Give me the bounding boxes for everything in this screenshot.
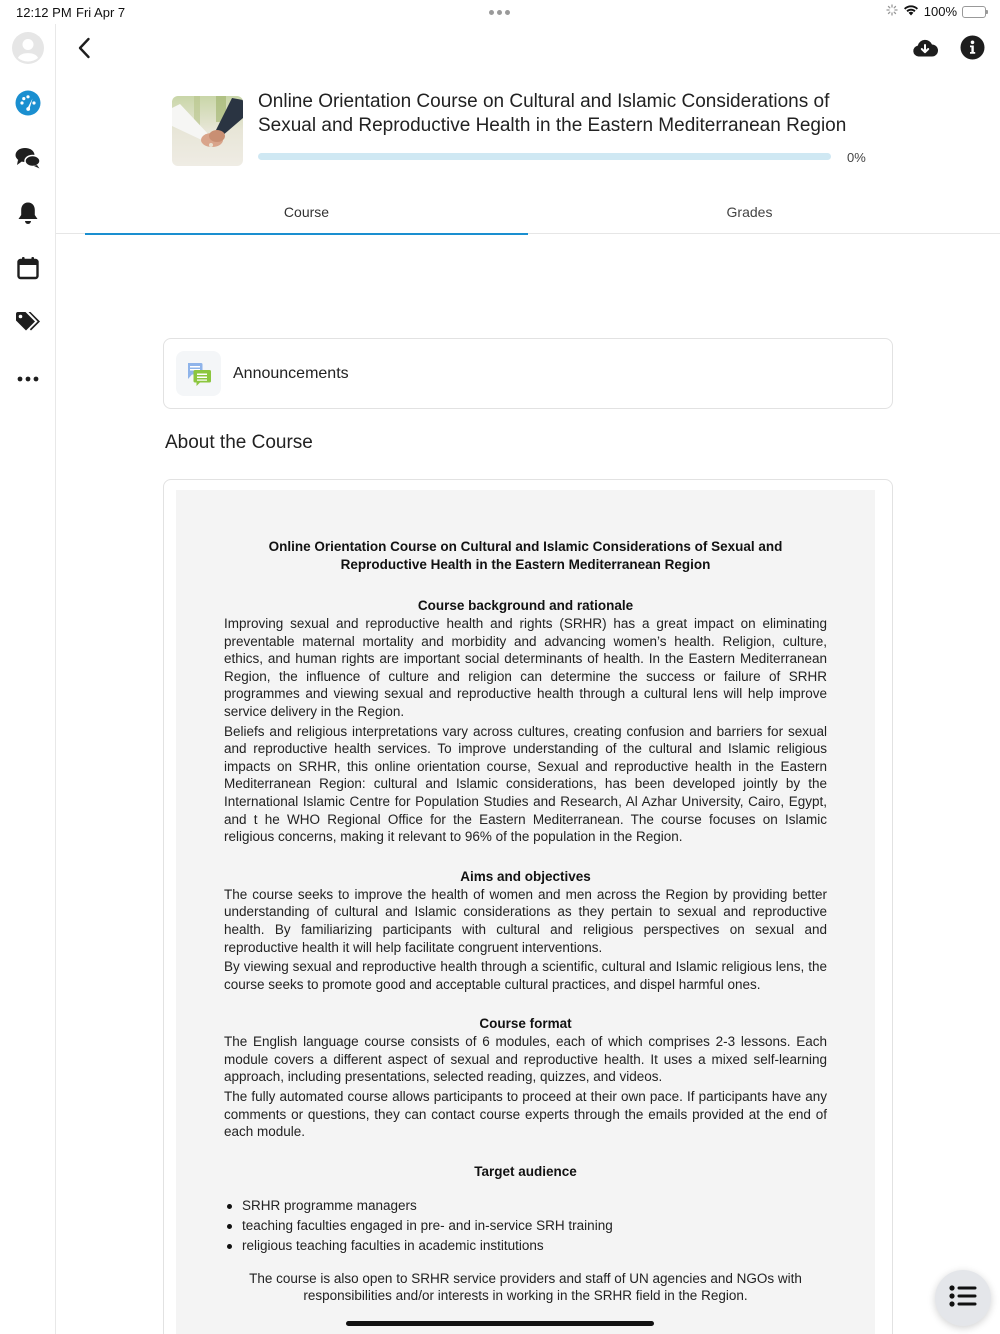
sidebar-item-dashboard[interactable] <box>12 89 44 121</box>
paragraph: Beliefs and religious interpretations vary across cultures, creating confusion and barriers for sexual and reproductive health services. To improve understanding of the cultural and Islamic religious impacts on SRHR, this online orientation course, Sexual and reproductive health in the Eastern Mediterranean Region: cultural and Islamic considerations, has been developed jointly by the International Islamic Centre for Population Studies and Research, Al Azhar University, Cairo, Egypt, and t he WHO Regional Office for the Eastern Mediterranean. The course focuses on Islamic religious concerns, making it relevant to 96% of the population in the Region. <box>224 723 827 845</box>
paragraph: The English language course consists of 6 modules, each of which comprises 2-3 lessons. Each module covers a different aspect of sexual and reproductive health. It uses a mixed self-learning approach, including presentations, selected reading, quizzes, and videos. <box>224 1034 827 1085</box>
sidebar-item-more[interactable] <box>12 362 44 394</box>
list-item: SRHR programme managers <box>224 1196 827 1216</box>
course-summary <box>176 490 875 1334</box>
info-icon <box>960 35 985 65</box>
wifi-icon <box>903 4 919 19</box>
gauge-icon <box>15 90 41 121</box>
paragraph: The course seeks to improve the health of women and men across the Region by providing better understanding of cultural and Islamic considerations as they pertain to sexual and reproductive health. By familiarizing participants with cultural and religious perspectives on sexual and reproductive health it will help facilitate congruent interventions. <box>224 886 827 955</box>
status-indicators <box>886 4 986 19</box>
paragraph: The fully automated course allows participants to proceed at their own pace. If participants have any comments or questions, they can contact course experts through the emails provided at the end of each module. <box>224 1089 827 1140</box>
sidebar <box>0 24 56 1334</box>
list-item: religious teaching faculties in academic institutions <box>224 1236 827 1256</box>
tab-grades[interactable]: Grades <box>726 204 773 220</box>
section-heading-background: Course background and rationale <box>417 598 634 613</box>
section-heading-aims: Aims and objectives <box>460 868 591 884</box>
status-time: 12:12 PM <box>16 5 72 20</box>
home-indicator[interactable] <box>346 1321 654 1326</box>
battery-percent: 100% <box>923 4 957 19</box>
status-date: Fri Apr 7 <box>76 5 126 20</box>
announcements-label: Announcements <box>233 364 349 382</box>
course-index-button[interactable] <box>935 1270 991 1326</box>
paragraph: By viewing sexual and reproductive health through a scientific, cultural and Islamic religious lens, the course seeks to promote good and acceptable cultural practices, and dispel harmful ones. <box>224 959 827 992</box>
section-heading-audience: Target audience <box>474 1163 577 1179</box>
download-button[interactable] <box>911 36 939 64</box>
battery-icon <box>962 6 986 18</box>
chevron-left-icon <box>77 37 91 64</box>
sidebar-item-tags[interactable] <box>12 308 44 340</box>
user-avatar-icon <box>12 32 44 69</box>
more-dots-icon <box>17 369 39 387</box>
sidebar-item-avatar[interactable] <box>12 34 44 66</box>
back-button[interactable] <box>70 34 98 66</box>
course-tabs <box>56 190 1000 234</box>
tab-course[interactable]: Course <box>85 190 528 234</box>
info-button[interactable] <box>958 36 986 64</box>
course-progress-label: 0% <box>847 150 866 165</box>
course-summary-card <box>163 479 893 1334</box>
list-icon <box>949 1284 977 1313</box>
chat-bubbles-icon <box>15 147 41 174</box>
course-header <box>172 90 892 170</box>
sidebar-item-calendar[interactable] <box>12 254 44 286</box>
section-heading-format: Course format <box>479 1016 572 1032</box>
about-heading: About the Course <box>165 432 313 453</box>
audience-list <box>224 1196 827 1256</box>
audience-closing: The course is also open to SRHR service providers and staff of UN agencies and NGOs with responsibilities and/or interests in working in the SRHR field in the Region. <box>249 1270 802 1304</box>
paragraph: Improving sexual and reproductive health and rights (SRHR) has a great impact on eliminating preventable maternal mortality and morbidity and advancing women’s health. Religion, culture, ethics, and human rights are important social determinants of health. In the Eastern Mediterranean Region, the influence of culture and religion can determine the success or failure of SRHR programmes and viewing sexual and reproductive health through a cultural lens will help improve service delivery in the Region. <box>224 616 827 719</box>
list-item: teaching faculties engaged in pre- and in-service SRH training <box>224 1216 827 1236</box>
bell-icon <box>17 201 39 230</box>
status-bar <box>0 0 1000 24</box>
course-title: Online Orientation Course on Cultural and Islamic Considerations of Sexual and Reproductive Health in the Eastern Mediterranean Region <box>258 91 847 136</box>
multitasking-dots-icon[interactable] <box>489 10 510 15</box>
sidebar-item-notifications[interactable] <box>12 199 44 231</box>
tags-icon <box>15 311 41 338</box>
course-progress-bar <box>258 153 831 160</box>
forum-icon <box>176 351 221 396</box>
loading-spinner-icon <box>886 4 898 19</box>
calendar-icon <box>17 256 39 285</box>
course-image <box>172 96 243 166</box>
announcements-item[interactable] <box>163 338 893 409</box>
summary-title: Online Orientation Course on Cultural and Islamic Considerations of Sexual and Reproductive Health in the Eastern Mediterranean Region <box>268 539 783 572</box>
sidebar-item-messages[interactable] <box>12 144 44 176</box>
cloud-download-icon <box>912 38 938 63</box>
